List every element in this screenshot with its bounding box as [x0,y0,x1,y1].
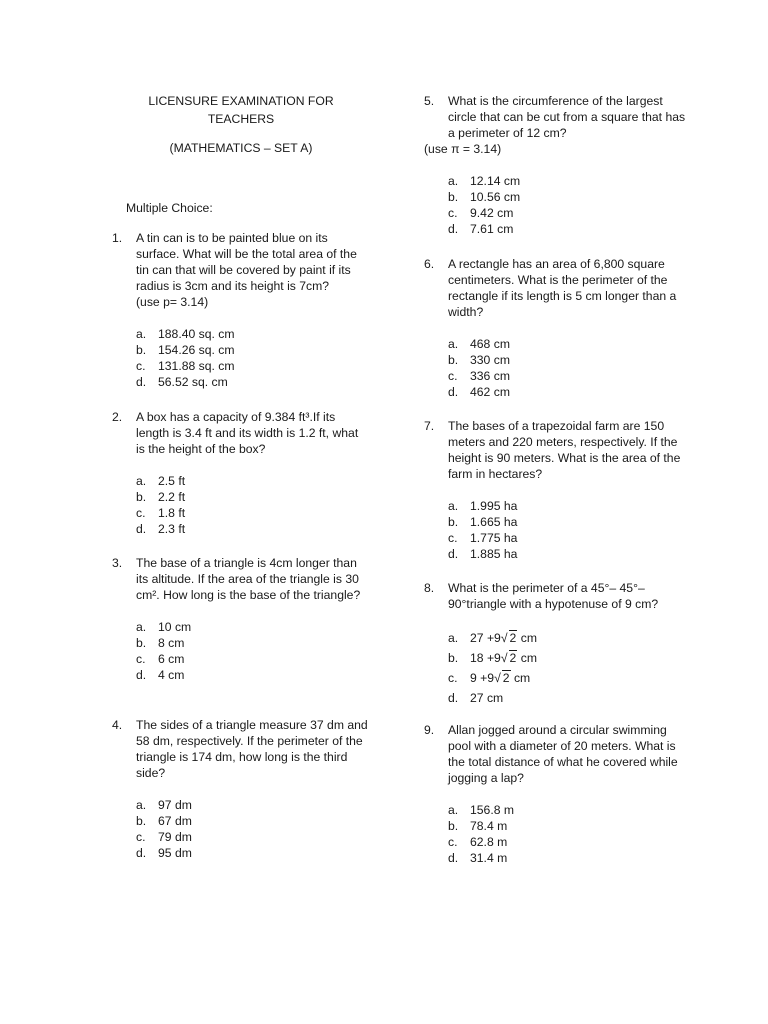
option-letter: c. [448,206,458,220]
option-text: 31.4 m [470,851,508,865]
option-text: 336 cm [470,369,510,383]
question-6-stem [424,256,686,320]
exam-subtitle: (MATHEMATICS – SET A) [169,141,313,155]
option-text: 4 cm [158,668,185,682]
question-number: 5. [424,94,435,108]
option-a[interactable] [448,628,686,648]
option-letter: b. [136,814,147,828]
option-c[interactable] [448,834,686,850]
answer-options [424,173,686,237]
question-5-stem [424,93,686,157]
option-letter: d. [448,385,459,399]
option-b[interactable] [136,813,370,829]
option-letter: a. [136,474,147,488]
answer-options [424,802,686,866]
option-unit: cm [520,631,537,645]
question-text: The base of a triangle is 4cm longer than its altitude. If the area of the triangle is 30 cm². How long is the base of the triangle? [136,556,361,602]
option-d[interactable] [448,384,686,400]
option-expression: 18 +9 [470,651,501,665]
square-root: √ 2 [500,651,517,665]
option-text: 2.5 ft [158,474,186,488]
option-letter: a. [136,327,147,341]
question-9 [424,722,686,866]
option-d[interactable] [448,546,686,562]
title-line-1: LICENSURE EXAMINATION FOR [148,94,334,108]
option-letter: c. [136,652,146,666]
question-text: The bases of a trapezoidal farm are 150 meters and 220 meters, respectively. If the height is 90 meters. What is the area of the farm in hectares? [448,419,681,481]
option-letter: a. [448,174,459,188]
option-letter: c. [448,671,458,685]
question-text: Allan jogged around a circular swimming pool with a diameter of 20 meters. What is the total distance of what he covered while jogging a lap? [448,723,678,785]
option-letter: c. [448,531,458,545]
answer-options [112,797,370,861]
answer-options [112,326,370,390]
option-text: 67 dm [158,814,192,828]
option-c[interactable] [136,505,370,521]
option-b[interactable] [448,648,686,668]
question-8-stem [424,580,686,612]
option-letter: d. [448,547,459,561]
option-text: 97 dm [158,798,192,812]
option-text: 2.3 ft [158,522,186,536]
option-text: 1.8 ft [158,506,186,520]
question-4 [112,717,370,861]
option-a[interactable] [448,802,686,818]
option-a[interactable] [136,797,370,813]
question-2-stem [112,409,370,457]
option-d[interactable] [136,374,370,390]
option-text: 78.4 m [470,819,508,833]
option-text: 8 cm [158,636,185,650]
question-6 [424,256,686,400]
section-label: Multiple Choice: [126,201,213,215]
option-letter: a. [136,798,147,812]
radicand: 2 [502,671,510,685]
option-text: 131.88 sq. cm [158,359,235,373]
option-text: 7.61 cm [470,222,514,236]
question-number: 6. [424,257,435,271]
exam-title [112,92,370,128]
answer-options [112,619,370,683]
option-text: 95 dm [158,846,192,860]
option-letter: d. [136,668,147,682]
option-text: 9.42 cm [470,206,514,220]
question-text: What is the circumference of the largest circle that can be cut from a square that has a perimeter of 12 cm? [448,94,686,140]
answer-options [424,336,686,400]
option-c[interactable] [448,530,686,546]
option-d[interactable] [448,688,686,708]
question-1 [112,230,370,390]
option-text: 462 cm [470,385,510,399]
option-text: 6 cm [158,652,185,666]
option-b[interactable] [136,635,370,651]
question-text: What is the perimeter of a 45°– 45°– 90°triangle with a hypotenuse of 9 cm? [448,581,659,611]
option-c[interactable] [448,205,686,221]
option-unit: cm [513,671,531,685]
answer-options [112,473,370,537]
question-text: A rectangle has an area of 6,800 square centimeters. What is the perimeter of the rectangle if its length is 5 cm longer than a width? [448,257,677,319]
option-text: 12.14 cm [470,174,521,188]
option-letter: d. [448,691,459,705]
answer-options [424,498,686,562]
question-7 [424,418,686,562]
option-text: 2.2 ft [158,490,186,504]
option-letter: b. [448,515,459,529]
question-3 [112,555,370,683]
question-3-stem [112,555,370,603]
option-letter: b. [448,353,459,367]
option-b[interactable] [136,342,370,358]
option-d[interactable] [136,845,370,861]
option-letter: c. [448,835,458,849]
option-letter: a. [448,337,459,351]
question-text: A tin can is to be painted blue on its surface. What will be the total area of the tin can that will be covered by paint if its radius is 3cm and its height is 7cm? [136,231,357,293]
option-text: 1.995 ha [470,499,518,513]
question-number: 7. [424,419,435,433]
question-5 [424,93,686,237]
option-letter: c. [136,506,146,520]
option-b[interactable] [448,514,686,530]
option-a[interactable] [136,619,370,635]
option-text: 27 cm [470,691,504,705]
option-letter: a. [136,620,147,634]
option-letter: c. [136,830,146,844]
question-number: 4. [112,718,123,732]
option-letter: c. [136,359,146,373]
question-1-stem [112,230,370,310]
option-letter: d. [448,851,459,865]
question-number: 8. [424,581,435,595]
option-letter: d. [136,375,147,389]
option-letter: b. [136,636,147,650]
square-root: √ 2 [494,671,510,685]
question-number: 9. [424,723,435,737]
option-letter: d. [448,222,459,236]
option-letter: d. [136,522,147,536]
option-text: 156.8 m [470,803,515,817]
option-text: 1.885 ha [470,547,518,561]
option-d[interactable] [136,521,370,537]
option-text: 468 cm [470,337,510,351]
option-text: 10.56 cm [470,190,521,204]
option-a[interactable] [136,473,370,489]
option-text: 56.52 sq. cm [158,375,228,389]
option-d[interactable] [448,850,686,866]
option-b[interactable] [136,489,370,505]
question-text: The sides of a triangle measure 37 dm and 58 dm, respectively. If the perimeter of the triangle is 174 dm, how long is the third side? [136,718,368,780]
option-b[interactable] [448,818,686,834]
option-a[interactable] [136,326,370,342]
question-7-stem [424,418,686,482]
question-9-stem [424,722,686,786]
question-number: 3. [112,556,123,570]
option-c[interactable] [448,368,686,384]
question-note: (use π = 3.14) [424,142,502,156]
option-c[interactable] [136,829,370,845]
option-text: 79 dm [158,830,192,844]
option-letter: b. [448,190,459,204]
question-number: 2. [112,410,123,424]
option-text: 1.665 ha [470,515,518,529]
question-number: 1. [112,231,123,245]
option-d[interactable] [448,221,686,237]
option-text: 188.40 sq. cm [158,327,235,341]
option-a[interactable] [448,173,686,189]
option-letter: b. [448,819,459,833]
option-d[interactable] [136,667,370,683]
option-text: 1.775 ha [470,531,518,545]
option-a[interactable] [448,336,686,352]
option-letter: b. [136,343,147,357]
answer-options [424,628,686,708]
option-letter: b. [448,651,459,665]
option-b[interactable] [448,189,686,205]
option-c[interactable] [448,668,686,688]
question-8 [424,580,686,708]
option-text: 62.8 m [470,835,508,849]
option-expression: 9 +9 [470,671,495,685]
option-letter: c. [448,369,458,383]
option-unit: cm [520,651,537,665]
question-2 [112,409,370,537]
option-letter: d. [136,846,147,860]
option-b[interactable] [448,352,686,368]
option-letter: b. [136,490,147,504]
option-letter: a. [448,631,459,645]
option-letter: a. [448,803,459,817]
option-expression: 27 +9 [470,631,501,645]
radicand: 2 [509,631,517,645]
title-line-2: TEACHERS [207,112,275,126]
square-root: √ 2 [500,631,517,645]
option-text: 10 cm [158,620,192,634]
question-note: (use p= 3.14) [136,295,209,309]
option-c[interactable] [136,651,370,667]
option-letter: a. [448,499,459,513]
radicand: 2 [509,651,517,665]
option-text: 154.26 sq. cm [158,343,235,357]
question-text: A box has a capacity of 9.384 ft³.If its length is 3.4 ft and its width is 1.2 ft, what is the height of the box? [136,410,359,456]
question-4-stem [112,717,370,781]
option-c[interactable] [136,358,370,374]
option-text: 330 cm [470,353,510,367]
option-a[interactable] [448,498,686,514]
